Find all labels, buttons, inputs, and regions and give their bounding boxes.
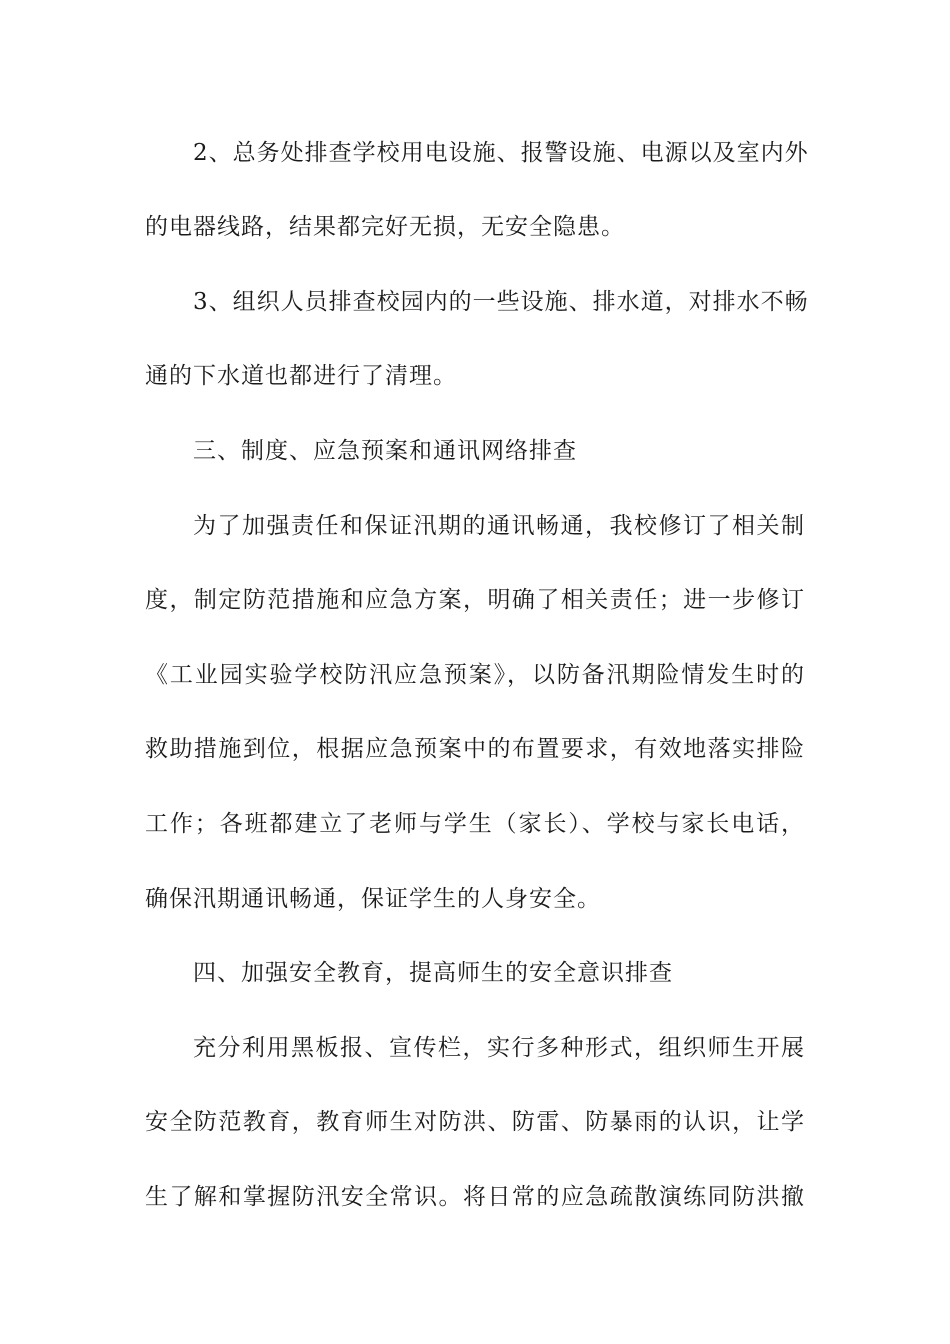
paragraph-line: 度，制定防范措施和应急方案，明确了相关责任；进一步修订 bbox=[145, 587, 805, 613]
paragraph-line: 《工业园实验学校防汛应急预案》，以防备汛期险情发生时的 bbox=[145, 662, 805, 688]
paragraph-line: 救助措施到位，根据应急预案中的布置要求，有效地落实排险 bbox=[145, 736, 805, 762]
paragraph-line: 3、组织人员排查校园内的一些设施、排水道，对排水不畅 bbox=[193, 289, 809, 315]
paragraph-line: 充分利用黑板报、宣传栏，实行多种形式，组织师生开展 bbox=[193, 1035, 805, 1061]
section-heading: 四、加强安全教育，提高师生的安全意识排查 bbox=[193, 960, 673, 986]
paragraph-line: 工作；各班都建立了老师与学生（家长）、学校与家长电话， bbox=[145, 811, 805, 837]
paragraph-line: 生了解和掌握防汛安全常识。将日常的应急疏散演练同防洪撤 bbox=[145, 1184, 805, 1210]
paragraph-line: 确保汛期通讯畅通，保证学生的人身安全。 bbox=[145, 886, 601, 912]
paragraph-line: 通的下水道也都进行了清理。 bbox=[145, 363, 457, 389]
paragraph-line: 安全防范教育，教育师生对防洪、防雷、防暴雨的认识，让学 bbox=[145, 1109, 805, 1135]
paragraph-line: 的电器线路，结果都完好无损，无安全隐患。 bbox=[145, 214, 625, 240]
paragraph-line: 为了加强责任和保证汛期的通讯畅通，我校修订了相关制 bbox=[193, 513, 805, 539]
section-heading: 三、制度、应急预案和通讯网络排查 bbox=[193, 438, 577, 464]
paragraph-line: 2、总务处排查学校用电设施、报警设施、电源以及室内外 bbox=[193, 140, 809, 166]
